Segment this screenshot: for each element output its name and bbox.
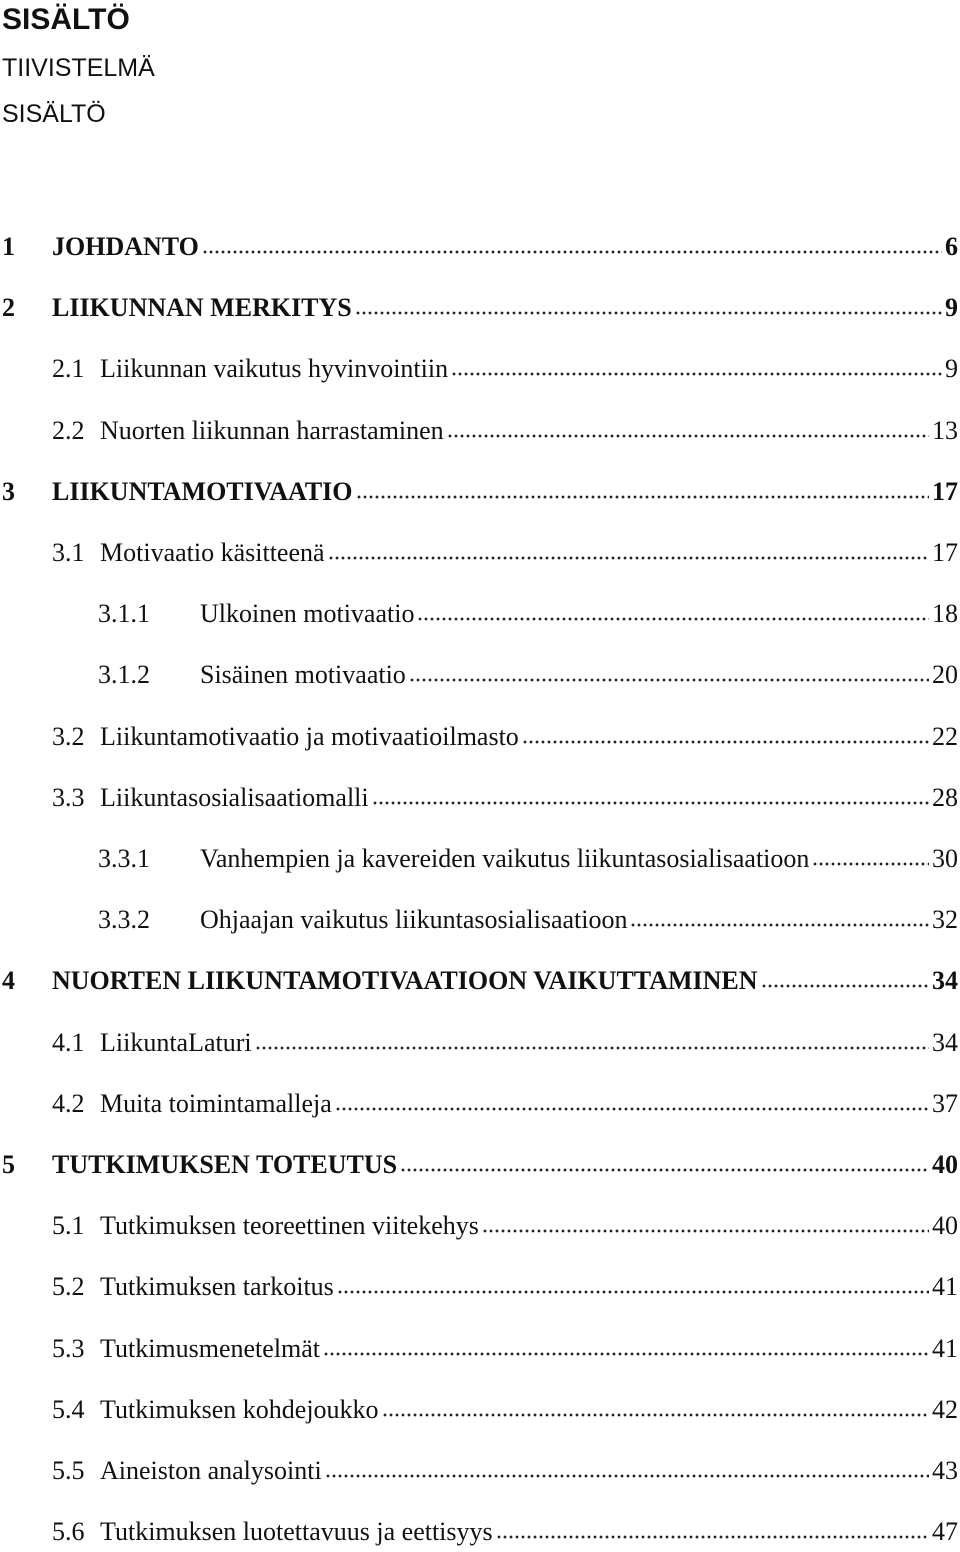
- toc-entry-number: 5.5: [52, 1456, 85, 1485]
- toc-dot-leader: [522, 739, 929, 745]
- toc-entry-page-number: 32: [932, 905, 958, 934]
- toc-entry-number: 4.1: [52, 1028, 85, 1057]
- toc-entry-page-number: 17: [932, 477, 958, 506]
- toc-dot-leader: [400, 1167, 929, 1173]
- toc-dot-leader: [372, 800, 929, 806]
- toc-entry-page-number: 9: [945, 354, 958, 383]
- toc-entry-title: LiikuntaLaturi: [100, 1028, 252, 1057]
- toc-entry[interactable]: [52, 1392, 958, 1428]
- toc-entry-title: Tutkimuksen kohdejoukko: [100, 1395, 379, 1424]
- toc-entry[interactable]: [52, 1208, 958, 1244]
- toc-entry-page-number: 22: [932, 722, 958, 751]
- toc-dot-leader: [630, 922, 929, 928]
- front-matter-tiivistelma: TIIVISTELMÄ: [2, 54, 155, 82]
- toc-dot-leader: [812, 861, 929, 867]
- toc-entry-title: Tutkimuksen tarkoitus: [100, 1272, 334, 1301]
- toc-entry-title: Nuorten liikunnan harrastaminen: [100, 416, 444, 445]
- toc-dot-leader: [761, 983, 929, 989]
- toc-entry[interactable]: [52, 413, 958, 449]
- toc-entry-title: Liikuntamotivaatio ja motivaatioilmasto: [100, 722, 519, 751]
- toc-entry-title: Aineiston analysointi: [100, 1456, 322, 1485]
- toc-entry[interactable]: [98, 841, 958, 877]
- toc-entry-number: 4.2: [52, 1089, 85, 1118]
- toc-entry-number: 3.1: [52, 538, 85, 567]
- toc-entry-number: 2.2: [52, 416, 85, 445]
- toc-entry-page-number: 30: [932, 844, 958, 873]
- toc-entry[interactable]: [52, 1025, 958, 1061]
- toc-entry-page-number: 34: [932, 966, 958, 995]
- toc-entry-title: Sisäinen motivaatio: [200, 660, 406, 689]
- toc-entry-title: LIIKUNNAN MERKITYS: [52, 293, 352, 322]
- toc-entry-number: 2.1: [52, 354, 85, 383]
- toc-entry[interactable]: [98, 657, 958, 693]
- toc-entry-number: 3.1.1: [98, 599, 150, 628]
- toc-entry-page-number: 9: [945, 293, 958, 322]
- toc-entry-page-number: 37: [932, 1089, 958, 1118]
- toc-entry[interactable]: [2, 1147, 958, 1183]
- toc-dot-leader: [417, 616, 929, 622]
- toc-dot-leader: [328, 555, 929, 561]
- toc-dot-leader: [202, 249, 942, 255]
- toc-entry[interactable]: [52, 535, 958, 571]
- toc-entry-number: 1: [2, 232, 15, 261]
- toc-entry-number: 5.3: [52, 1334, 85, 1363]
- toc-entry[interactable]: [2, 229, 958, 265]
- toc-entry-page-number: 41: [932, 1272, 958, 1301]
- toc-entry-number: 4: [2, 966, 15, 995]
- toc-entry-number: 5.6: [52, 1517, 85, 1546]
- toc-entry-number: 5.2: [52, 1272, 85, 1301]
- toc-entry-page-number: 13: [932, 416, 958, 445]
- toc-entry[interactable]: [98, 596, 958, 632]
- toc-entry-title: Ohjaajan vaikutus liikuntasosialisaatioon: [200, 905, 628, 934]
- toc-entry[interactable]: [52, 1453, 958, 1489]
- toc-dot-leader: [355, 310, 942, 316]
- toc-entry-page-number: 47: [932, 1517, 958, 1546]
- toc-entry-number: 3.3: [52, 783, 85, 812]
- toc-entry-number: 2: [2, 293, 15, 322]
- toc-entry[interactable]: [52, 1514, 958, 1550]
- toc-entry[interactable]: [2, 290, 958, 326]
- toc-dot-leader: [335, 1106, 929, 1112]
- toc-entry[interactable]: [52, 1331, 958, 1367]
- toc-entry-title: Motivaatio käsitteenä: [100, 538, 325, 567]
- toc-entry-title: TUTKIMUKSEN TOTEUTUS: [52, 1150, 398, 1179]
- toc-entry-number: 3.3.2: [98, 905, 150, 934]
- toc-entry-number: 3.1.2: [98, 660, 150, 689]
- toc-entry-title: Tutkimusmenetelmät: [100, 1334, 321, 1363]
- toc-entry-title: LIIKUNTAMOTIVAATIO: [52, 477, 353, 506]
- toc-dot-leader: [496, 1534, 929, 1540]
- toc-entry-title: NUORTEN LIIKUNTAMOTIVAATIOON VAIKUTTAMINEN: [52, 966, 758, 995]
- toc-entry-title: Ulkoinen motivaatio: [200, 599, 415, 628]
- toc-dot-leader: [482, 1228, 929, 1234]
- toc-entry-page-number: 41: [932, 1334, 958, 1363]
- toc-entry-number: 5.1: [52, 1211, 85, 1240]
- toc-entry[interactable]: [52, 719, 958, 755]
- toc-dot-leader: [337, 1289, 929, 1295]
- toc-dot-leader: [356, 494, 930, 500]
- toc-entry-title: Tutkimuksen luotettavuus ja eettisyys: [100, 1517, 493, 1546]
- toc-entry-number: 5.4: [52, 1395, 85, 1424]
- toc-dot-leader: [409, 677, 929, 683]
- toc-entry-page-number: 40: [932, 1211, 958, 1240]
- toc-entry-page-number: 43: [932, 1456, 958, 1485]
- toc-entry-title: Liikuntasosialisaatiomalli: [100, 783, 369, 812]
- toc-entry-number: 3.3.1: [98, 844, 150, 873]
- toc-entry-title: Liikunnan vaikutus hyvinvointiin: [100, 354, 449, 383]
- toc-entry-page-number: 34: [932, 1028, 958, 1057]
- toc-dot-leader: [323, 1351, 929, 1357]
- toc-dot-leader: [255, 1045, 929, 1051]
- toc-entry[interactable]: [2, 474, 958, 510]
- toc-entry[interactable]: [2, 963, 958, 999]
- toc-entry-page-number: 18: [932, 599, 958, 628]
- page-title: SISÄLTÖ: [2, 3, 130, 36]
- toc-entry-number: 3.2: [52, 722, 85, 751]
- toc-dot-leader: [325, 1473, 929, 1479]
- toc-entry-number: 3: [2, 477, 15, 506]
- toc-entry-number: 5: [2, 1150, 15, 1179]
- toc-entry-page-number: 40: [932, 1150, 958, 1179]
- toc-entry-title: Tutkimuksen teoreettinen viitekehys: [100, 1211, 479, 1240]
- toc-entry-title: JOHDANTO: [52, 232, 199, 261]
- toc-entry-page-number: 42: [932, 1395, 958, 1424]
- front-matter-sisalto: SISÄLTÖ: [2, 100, 106, 128]
- toc-entry[interactable]: [52, 780, 958, 816]
- toc-dot-leader: [447, 433, 929, 439]
- toc-entry[interactable]: [52, 351, 958, 387]
- toc-dot-leader: [451, 371, 942, 377]
- toc-entry[interactable]: [52, 1086, 958, 1122]
- toc-entry-title: Muita toimintamalleja: [100, 1089, 332, 1118]
- toc-entry-page-number: 17: [932, 538, 958, 567]
- toc-entry-page-number: 20: [932, 660, 958, 689]
- toc-dot-leader: [382, 1412, 929, 1418]
- toc-entry-page-number: 6: [945, 232, 958, 261]
- toc-entry[interactable]: [52, 1269, 958, 1305]
- toc-entry[interactable]: [98, 902, 958, 938]
- toc-entry-title: Vanhempien ja kavereiden vaikutus liikuntasosialisaatioon: [200, 844, 810, 873]
- toc-entry-page-number: 28: [932, 783, 958, 812]
